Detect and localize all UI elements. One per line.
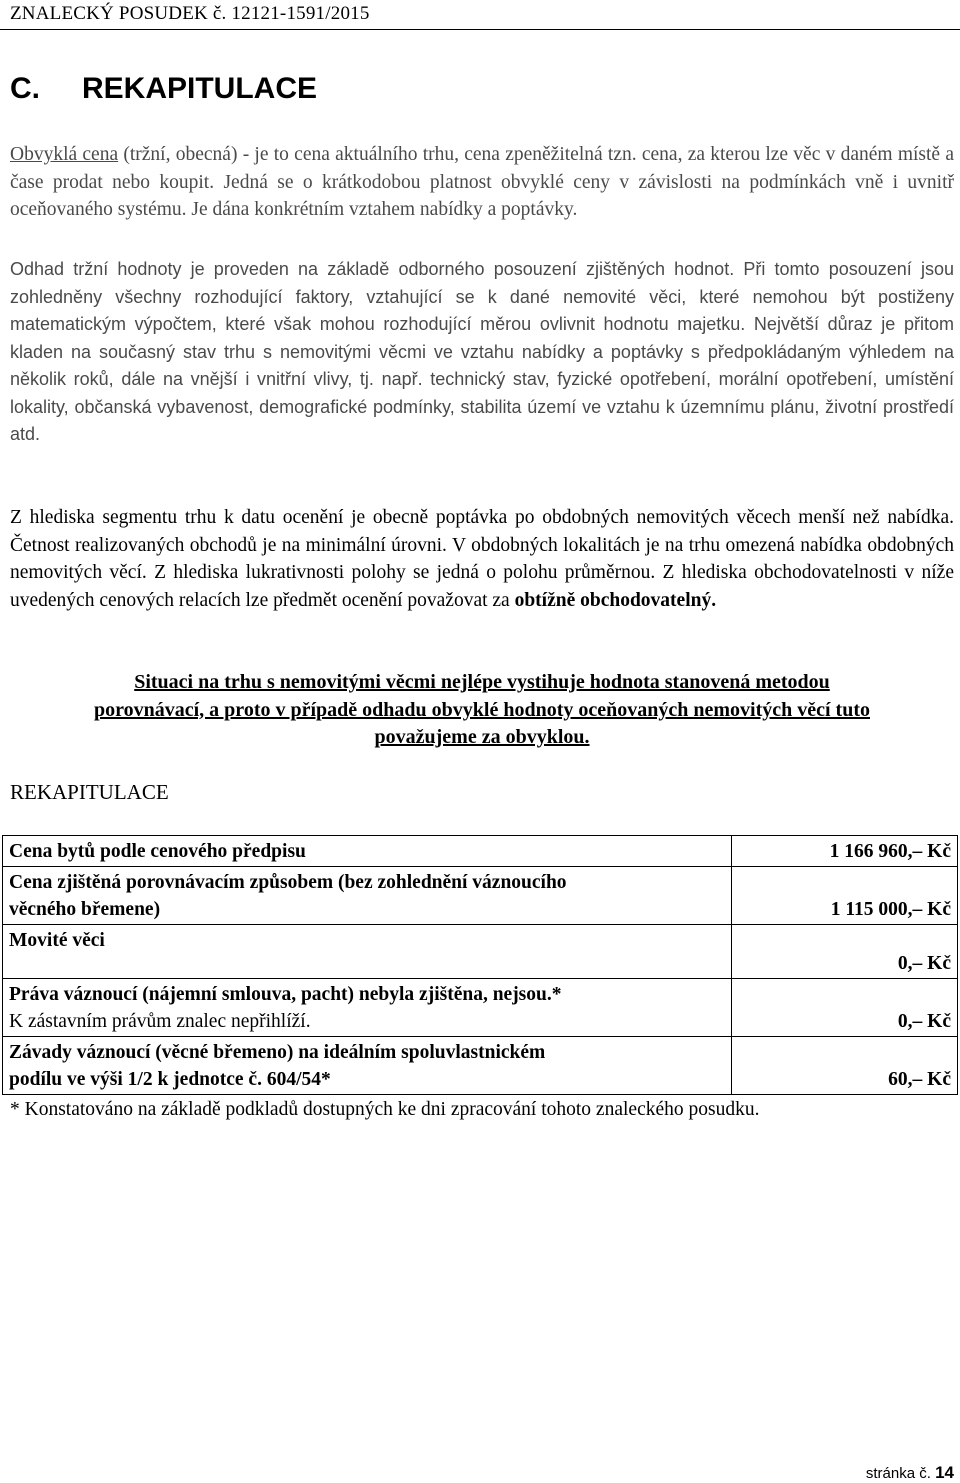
- table-row: [3, 867, 958, 925]
- row-label: [3, 867, 732, 925]
- recap-table: [2, 835, 958, 1095]
- row-label: Cena bytů podle cenového předpisu: [3, 836, 732, 867]
- page-number: [866, 1463, 954, 1483]
- row-label-line-2: K zástavním právům znalec nepřihlíží.: [9, 1011, 311, 1032]
- paragraph-estimate-text: Odhad tržní hodnoty je proveden na základě odborného posouzení zjištěných hodnot. Při tomto posouzení jsou zohledněny všechny rozhodující faktory, vztahující se k dané nemovité věci, které nemohou být postiženy matematickým výpočtem, které však mohou rozhodující měrou ovlivnit hodnotu majetku. Největší důraz je přitom kladen na současný stav trhu s nemovitými věcmi ve vztahu nabídky a poptávky s předpokládaným výhledem na několik roků, dále na vnější i vnitřní vlivy, tj. např. technický stav, fyzické opotřebení, morální opotřebení, umístění lokality, občanská vybavenost, demografické podmínky, stabilita území ve vztahu k územnímu plánu, životní prostředí atd.: [10, 259, 954, 444]
- table-row: [3, 836, 958, 867]
- definition-market-price: (tržní, obecná) - je to cena aktuálního trhu, cena zpeněžitelná tzn. cena, za kterou lze věc v daném místě a čase prodat nebo koupit. Jedná se o krátkodobou platnost obvyklé ceny v závislosti na podmínkách vně i uvnitř oceňovaného systému. Je dána konkrétním vztahem nabídky a poptávky.: [10, 144, 954, 220]
- row-label-line-1: Závady váznoucí (věcné břemeno) na ideálním spoluvlastnickém: [9, 1042, 546, 1063]
- row-value: 60,– Kč: [732, 1037, 958, 1095]
- footnote: * Konstatováno na základě podkladů dostupných ke dni zpracování tohoto znaleckého posudku.: [10, 1099, 760, 1120]
- row-label-line-1: Cena zjištěná porovnávacím způsobem (bez zohlednění váznoucího: [9, 872, 567, 893]
- row-label-line-1: Práva váznoucí (nájemní smlouva, pacht) nebyla zjištěna, nejsou.*: [9, 984, 562, 1005]
- table-row: [3, 925, 958, 979]
- paragraph-market-segment: [10, 504, 954, 614]
- conclusion-line-2: porovnávací, a proto v případě odhadu obvyklé hodnoty oceňovaných nemovitých věcí tuto: [93, 698, 870, 721]
- page-label: stránka č.: [865, 1465, 931, 1482]
- page-header: [0, 0, 960, 28]
- row-label: [3, 1037, 732, 1095]
- row-value: 0,– Kč: [732, 925, 958, 979]
- table-row: [3, 1037, 958, 1095]
- row-value: 0,– Kč: [732, 979, 958, 1037]
- conclusion-statement: [10, 669, 954, 752]
- row-value: 1 115 000,– Kč: [732, 867, 958, 925]
- table-row: [3, 979, 958, 1037]
- row-label-line-2: věcného břemene): [9, 899, 161, 920]
- section-number: C.: [10, 72, 40, 105]
- paragraph-estimate: [10, 256, 954, 449]
- paragraph-market-price: [10, 141, 954, 224]
- tradability-emphasis: obtížně obchodovatelný.: [514, 589, 717, 611]
- header-divider: [0, 29, 960, 30]
- section-title: [10, 72, 317, 106]
- row-label: Movité věci: [3, 925, 732, 979]
- document-title: ZNALECKÝ POSUDEK č. 12121-1591/2015: [10, 3, 370, 24]
- row-value: 1 166 960,– Kč: [732, 836, 958, 867]
- row-label-line-2: podílu ve výši 1/2 k jednotce č. 604/54*: [9, 1069, 331, 1090]
- paragraph-market-segment-text: Z hlediska segmentu trhu k datu ocenění je obecně poptávka po obdobných nemovitých věcech menší než nabídka. Četnost realizovaných obchodů je na minimální úrovni. V obdobných lokalitách je na trhu omezená nabídka obdobných nemovitých věcí. Z hlediska lukrativnosti polohy se jedná o polohu průměrnou. Z hlediska obchodovatelnosti v níže uvedených cenových relacích lze předmět ocenění považovat za: [10, 507, 954, 611]
- section-heading: REKAPITULACE: [82, 72, 318, 105]
- row-label: [3, 979, 732, 1037]
- conclusion-line-3: považujeme za obvyklou.: [374, 726, 590, 748]
- recap-heading: REKAPITULACE: [10, 780, 169, 804]
- conclusion-line-1: Situaci na trhu s nemovitými věcmi nejlépe vystihuje hodnota stanovená metodou: [134, 671, 830, 693]
- term-market-price: Obvyklá cena: [10, 144, 119, 165]
- page-number-value: 14: [935, 1463, 954, 1482]
